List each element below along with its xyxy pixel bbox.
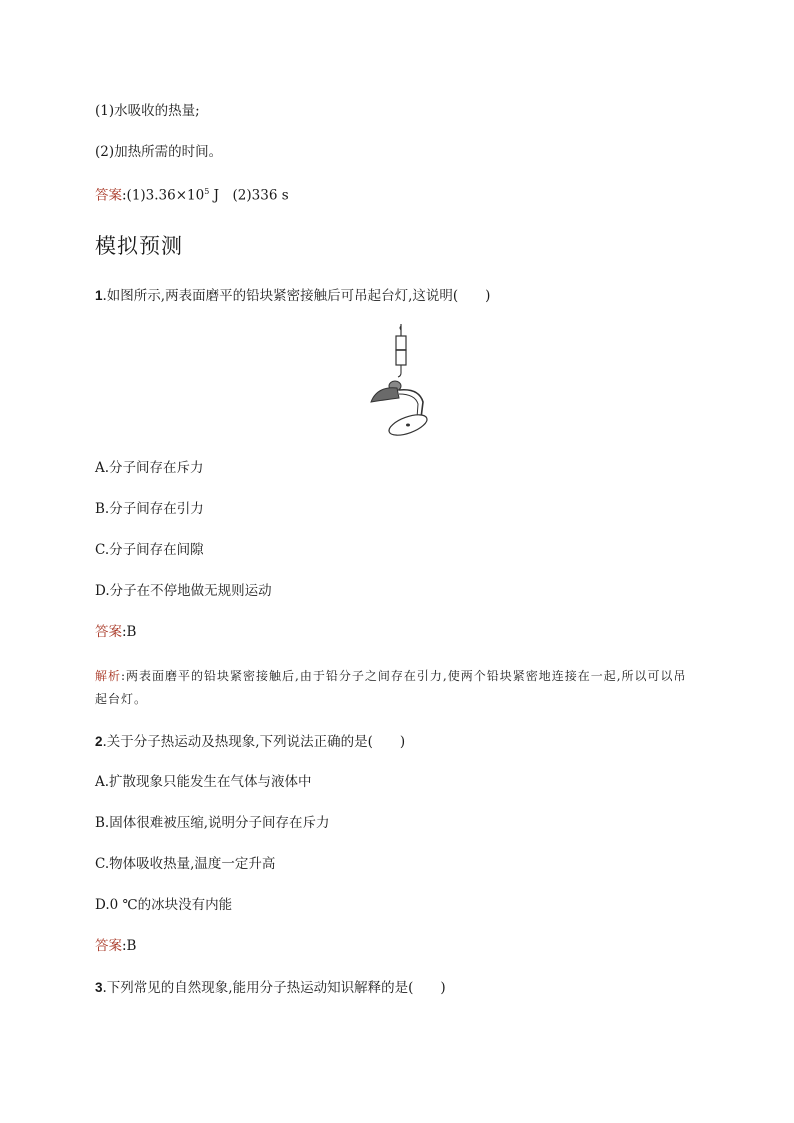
question-1-stem: [95, 287, 490, 305]
answer-text-pre: :(1)3.36×10: [122, 187, 205, 204]
q1-option-c: C.分子间存在间隙: [95, 542, 204, 558]
section-title: 模拟预测: [95, 234, 183, 258]
answer-value: :B: [122, 938, 137, 954]
answer-exponent: 5: [204, 187, 210, 196]
answer-text-post: J (2)336 s: [209, 187, 289, 204]
q1-option-d: D.分子在不停地做无规则运动: [95, 583, 272, 599]
question-text: .如图所示,两表面磨平的铅块紧密接触后可吊起台灯,这说明( ): [102, 288, 491, 304]
q2-option-d: D.0 ℃的冰块没有内能: [95, 897, 233, 913]
q2-option-c: C.物体吸收热量,温度一定升高: [95, 856, 276, 872]
question-number: 2: [95, 734, 103, 749]
answer-value: :B: [122, 624, 137, 640]
explanation-text: :两表面磨平的铅块紧密接触后,由于铅分子之间存在引力,使两个铅块紧密地连接在一起,所以可以吊起台灯。: [95, 669, 687, 706]
answer-label: 答案: [95, 187, 122, 204]
q1-explanation: [95, 665, 695, 711]
q2-option-b: B.固体很难被压缩,说明分子间存在斥力: [95, 815, 330, 831]
question-text: .下列常见的自然现象,能用分子热运动知识解释的是( ): [102, 980, 446, 996]
q1-answer: [95, 623, 136, 641]
explanation-label: 解析: [95, 669, 122, 683]
question-part-1: (1)水吸收的热量;: [95, 103, 200, 119]
q1-option-a: A.分子间存在斥力: [95, 460, 204, 476]
q2-option-a: A.扩散现象只能发生在气体与液体中: [95, 774, 312, 790]
q1-option-b: B.分子间存在引力: [95, 501, 204, 517]
question-2-stem: [95, 733, 405, 751]
question-number: 1: [95, 288, 103, 303]
question-part-2: (2)加热所需的时间。: [95, 144, 223, 160]
answer-label: 答案: [95, 938, 122, 954]
question-text: .关于分子热运动及热现象,下列说法正确的是( ): [102, 734, 406, 750]
answer-line-top: [95, 183, 289, 205]
answer-label: 答案: [95, 624, 122, 640]
desk-lamp-figure: [363, 322, 433, 442]
question-3-stem: [95, 979, 446, 997]
question-number: 3: [95, 980, 103, 995]
q2-answer: [95, 937, 136, 955]
